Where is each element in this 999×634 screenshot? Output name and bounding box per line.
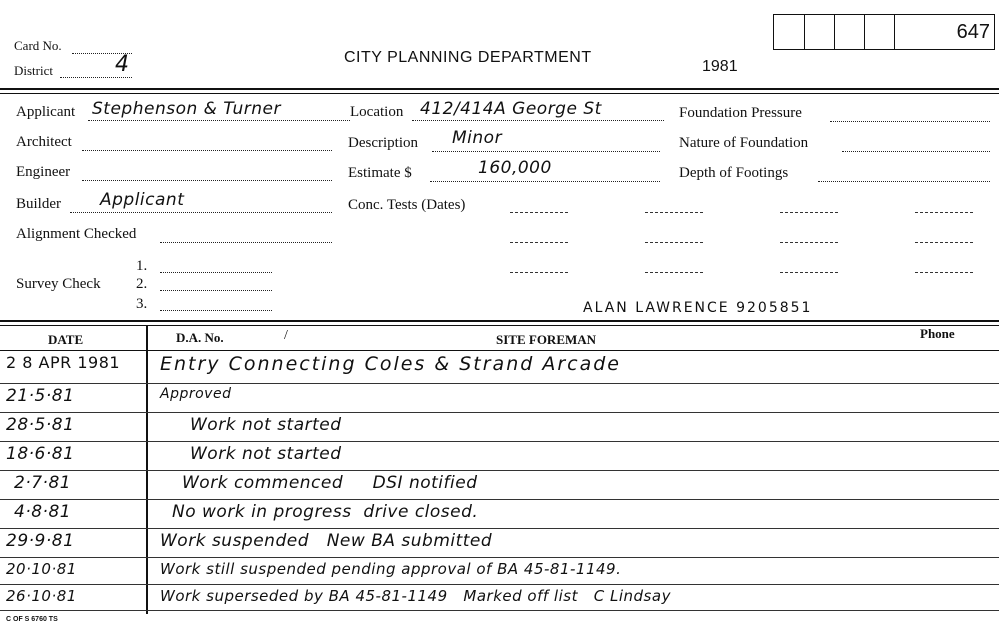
district-label: District [14,63,53,78]
log-date: 21·5·81 [6,386,75,406]
date-header: DATE [48,332,84,347]
log-date: 2 8 APR 1981 [6,353,121,372]
location-value: 412/414A George St [420,99,602,119]
description-value: Minor [452,128,503,148]
form-code: C OF S 6760 TS [6,616,58,623]
header-divider-thin [0,93,999,94]
district-value: 4 [115,52,130,77]
log-top-divider [0,320,999,322]
survey-3-label: 3. [136,296,148,312]
page-title: CITY PLANNING DEPARTMENT [344,49,592,66]
da-value: / [284,328,288,343]
description-label: Description [348,135,418,151]
card-number-box [773,14,995,50]
log-date: 4·8·81 [14,502,72,522]
log-entry: Work superseded by BA 45-81-1149 Marked off list C Lindsay [160,587,671,605]
estimate-value: 160,000 [478,158,552,178]
survey-1-label: 1. [136,258,148,274]
card-number: 647 [956,21,990,43]
log-date: 2·7·81 [14,473,72,493]
location-label: Location [350,104,404,120]
foundation-pressure-label: Foundation Pressure [679,105,802,121]
year: 1981 [702,58,738,75]
conc-tests-label: Conc. Tests (Dates) [348,197,466,213]
log-entry: Approved [160,386,232,402]
survey-check-label: Survey Check [16,276,101,292]
log-row [0,586,999,617]
card-no-label: Card No. [14,38,62,53]
log-date: 26·10·81 [6,587,77,605]
log-date: 28·5·81 [6,415,75,435]
log-date: 29·9·81 [6,531,75,551]
survey-2-label: 2. [136,276,148,292]
log-top-divider-thin [0,325,999,326]
depth-of-footings-label: Depth of Footings [679,165,789,181]
builder-label: Builder [16,196,61,212]
architect-label: Architect [16,134,72,150]
applicant-label: Applicant [16,104,76,120]
builder-value: Applicant [100,190,185,210]
phone-header: Phone [920,326,955,341]
log-date: 18·6·81 [6,444,75,464]
nature-of-foundation-label: Nature of Foundation [679,135,809,151]
applicant-value: Stephenson & Turner [92,99,281,119]
log-entry: Work suspended New BA submitted [160,531,493,551]
log-date: 20·10·81 [6,560,77,578]
log-entry: Work still suspended pending approval of BA 45-81-1149. [160,560,622,578]
log-entry: Entry Connecting Coles & Strand Arcade [160,353,621,375]
log-entry: No work in progress drive closed. [172,502,479,522]
log-entry: Work not started [190,415,342,435]
log-row [0,352,999,383]
log-entry: Work commenced DSI notified [182,473,478,493]
estimate-label: Estimate $ [348,165,412,181]
header-divider [0,88,999,90]
district-line [60,77,132,78]
da-header: D.A. No. [176,330,224,345]
engineer-label: Engineer [16,164,71,180]
foreman-header: SITE FOREMAN [496,332,597,347]
alignment-checked-label: Alignment Checked [16,226,137,242]
foreman-note: ALAN LAWRENCE 9205851 [583,300,813,316]
log-entry: Work not started [190,444,342,464]
